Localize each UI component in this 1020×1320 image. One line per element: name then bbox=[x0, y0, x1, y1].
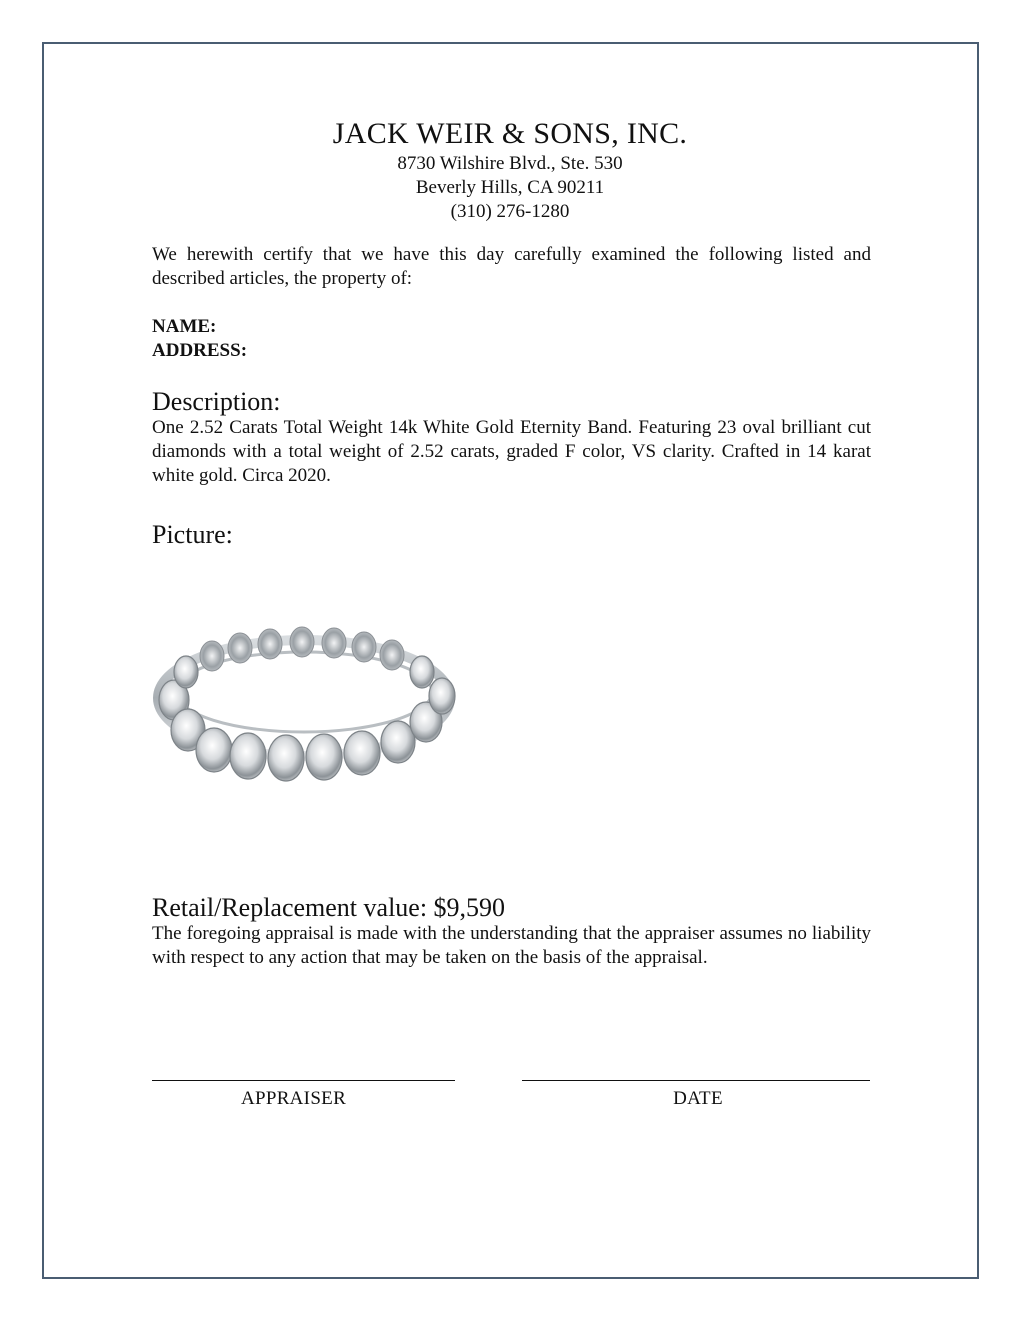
description-text: One 2.52 Carats Total Weight 14k White Gold Eternity Band. Featuring 23 oval brilliant cut diamonds with a total weight of 2.52 carats, graded F color, VS clarity. Crafted in 14 karat white gold. Circa 2020. bbox=[152, 417, 871, 486]
owner-block bbox=[152, 315, 871, 363]
letterhead bbox=[0, 116, 1020, 224]
date-signature-line bbox=[522, 1080, 870, 1081]
disclaimer-text: The foregoing appraisal is made with the understanding that the appraiser assumes no liability with respect to any action that may be taken on the basis of the appraisal. bbox=[152, 923, 871, 968]
description-heading: Description: bbox=[152, 387, 281, 416]
certification-text: We herewith certify that we have this day carefully examined the following listed and described articles, the property of: bbox=[152, 244, 871, 289]
picture-heading: Picture: bbox=[152, 520, 233, 549]
appraiser-label: APPRAISER bbox=[240, 1088, 347, 1109]
phone-number: (310) 276-1280 bbox=[450, 201, 570, 222]
date-label: DATE bbox=[673, 1088, 723, 1109]
company-name: JACK WEIR & SONS, INC. bbox=[332, 117, 688, 150]
address-line-1: 8730 Wilshire Blvd., Ste. 530 bbox=[397, 153, 623, 174]
address-label: ADDRESS: bbox=[152, 340, 248, 361]
name-label: NAME: bbox=[152, 316, 217, 337]
appraiser-signature-line bbox=[152, 1080, 455, 1081]
eternity-ring-image bbox=[152, 610, 462, 800]
address-line-2: Beverly Hills, CA 90211 bbox=[415, 177, 605, 198]
value-heading: Retail/Replacement value: $9,590 bbox=[152, 893, 506, 922]
